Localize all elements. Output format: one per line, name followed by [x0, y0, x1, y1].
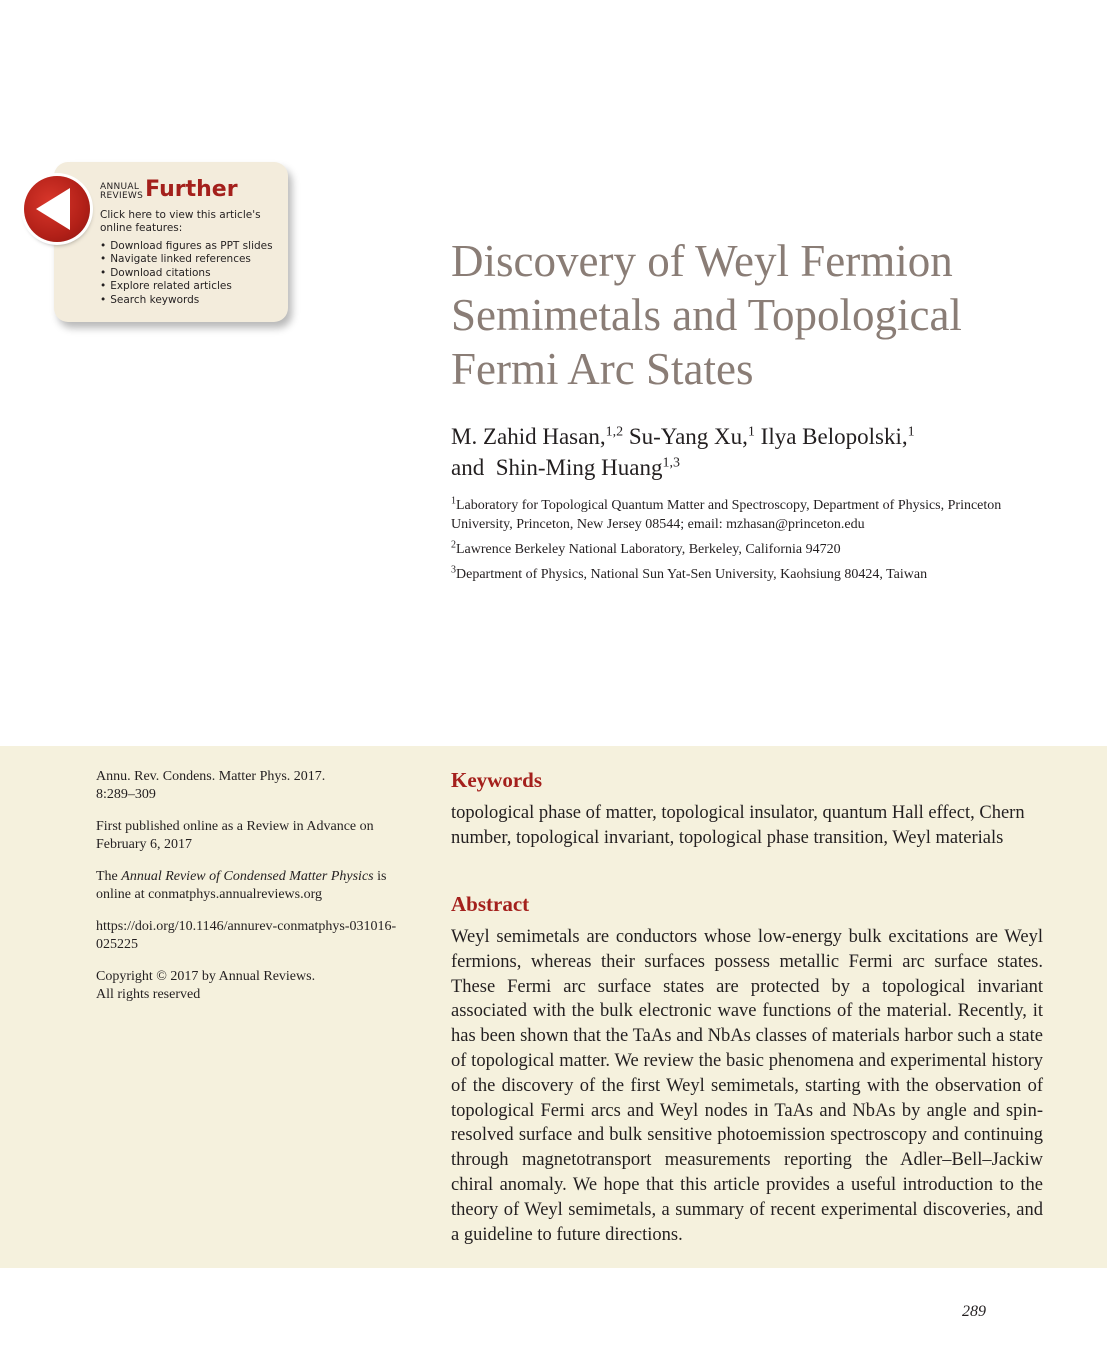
further-features-list — [100, 240, 273, 307]
copyright-line: Copyright © 2017 by Annual Reviews. — [96, 969, 316, 984]
affiliation-sup: 3 — [451, 564, 456, 576]
journal-info — [96, 868, 406, 904]
author-affil-sup: 1 — [747, 424, 755, 440]
author-affil-sup: 1,3 — [662, 455, 680, 471]
annual-reviews-further-logo — [100, 179, 238, 201]
feature-download-citations[interactable]: • Download citations — [100, 267, 273, 280]
affiliation-text: Department of Physics, National Sun Yat-Sen University, Kaohsiung 80424, Taiwan — [456, 567, 928, 582]
first-published: First published online as a Review in Advance on February 6, 2017 — [96, 819, 374, 852]
author-name: Ilya Belopolski, — [760, 424, 908, 449]
citation-line: Annu. Rev. Condens. Matter Phys. 2017. — [96, 769, 326, 784]
affiliation-sup: 1 — [451, 495, 456, 507]
page-number: 289 — [962, 1303, 986, 1320]
journal-name: Annual Review of Condensed Matter Physics — [121, 869, 374, 884]
affiliation-3 — [451, 565, 1051, 584]
rights-line: All rights reserved — [96, 987, 201, 1002]
citation — [96, 768, 406, 804]
author-name: Su-Yang Xu, — [628, 424, 748, 449]
doi-link[interactable]: https://doi.org/10.1146/annurev-conmatphys-031016-025225 — [96, 919, 397, 952]
article-title: Discovery of Weyl Fermion Semimetals and Topological Fermi Arc States — [451, 236, 962, 394]
author-affil-sup: 1,2 — [605, 424, 624, 440]
keywords-heading: Keywords — [451, 768, 542, 792]
author-name: M. Zahid Hasan, — [451, 424, 606, 449]
affiliation-2 — [451, 540, 1051, 559]
brand-further: Further — [145, 177, 238, 202]
brand-reviews: REVIEWS — [100, 191, 144, 201]
journal-prefix: The — [96, 869, 122, 884]
author-affil-sup: 1 — [907, 424, 915, 440]
click-here-link[interactable]: Click here — [100, 209, 153, 221]
keywords-text: topological phase of matter, topological insulator, quantum Hall effect, Chern number, topological invariant, topological phase transition, Weyl materials — [451, 803, 1025, 848]
author-list — [451, 421, 1071, 483]
click-here-rest: to view this article's online features: — [100, 209, 261, 234]
article-meta — [96, 768, 406, 1018]
feature-related-articles[interactable]: • Explore related articles — [100, 280, 273, 293]
abstract-text: Weyl semimetals are conductors whose low-energy bulk excitations are Weyl fermions, whereas their surfaces possess metallic Fermi arc surface states. These Fermi arc surface states are protected by a topological invariant associated with the bulk electronic wave functions of the material. Recently, it has been shown that the TaAs and NbAs classes of materials harbor such a state of topological matter. We review the basic phenomena and experimental history of the discovery of the first Weyl semimetals, starting with the observation of topological Fermi arcs and Weyl nodes in TaAs and NbAs by angle and spin-resolved surface and bulk sensitive photoemission spectroscopy and continuing through magnetotransport measurements reporting the Adler–Bell–Jackiw chiral anomaly. We hope that this article provides a useful introduction to the theory of Weyl semimetals, a summary of recent experimental discoveries, and a guideline to future directions. — [451, 927, 1043, 1245]
affiliation-1 — [451, 496, 1051, 534]
copyright — [96, 968, 406, 1004]
citation-pages: 8:289–309 — [96, 787, 156, 802]
abstract-heading: Abstract — [451, 892, 530, 916]
feature-linked-references[interactable]: • Navigate linked references — [100, 253, 273, 266]
further-box — [54, 162, 288, 322]
further-instructions — [100, 209, 282, 234]
triangle-left-icon — [36, 188, 70, 230]
affiliations — [451, 496, 1051, 590]
feature-search-keywords[interactable]: • Search keywords — [100, 294, 273, 307]
brand-annual: ANNUAL — [100, 182, 140, 192]
affiliation-text: Laboratory for Topological Quantum Matter and Spectroscopy, Department of Physics, Princeton University, Princeton, New Jersey 08544; email: mzhasan@princeton.edu — [451, 498, 1002, 532]
affiliation-text: Lawrence Berkeley National Laboratory, Berkeley, California 94720 — [456, 542, 841, 557]
further-back-arrow-button[interactable] — [24, 176, 90, 242]
author-name: and Shin-Ming Huang — [451, 455, 663, 480]
affiliation-sup: 2 — [451, 539, 456, 551]
feature-download-ppt[interactable]: • Download figures as PPT slides — [100, 240, 273, 253]
journal-suffix: is online at conmatphys.annualreviews.org — [96, 869, 387, 902]
